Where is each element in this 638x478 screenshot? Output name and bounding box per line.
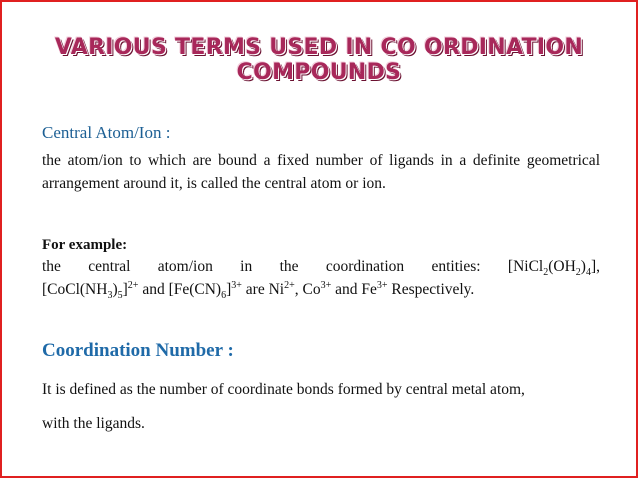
example-intro: the central atom/ion in the coordination entities: xyxy=(42,258,481,275)
example-respectively: Respectively. xyxy=(391,281,475,298)
example-and-2: and xyxy=(335,281,358,298)
coordination-number-heading: Coordination Number : xyxy=(42,340,234,361)
example-text xyxy=(42,255,600,301)
formula-cocl-nh3-5: $[CoCl(NH_3)_5]^{2+}$ xyxy=(42,279,139,302)
central-atom-definition: the atom/ion to which are bound a fixed number of ligands in a definite geometrical arrangement around it, is called the central atom or ion. xyxy=(42,152,600,192)
ion-co: $Co^{3+}$ xyxy=(302,279,332,298)
central-atom-heading: Central Atom/Ion : xyxy=(42,123,171,142)
slide-title-line-2: COMPOUNDS xyxy=(236,60,402,85)
formula-fe-cn-6: $[Fe(CN)_6]^{3+}$ xyxy=(168,279,242,302)
coordination-number-definition xyxy=(42,373,600,441)
ion-fe: $Fe^{3+}$ xyxy=(361,279,388,298)
example-line-1 xyxy=(42,255,600,278)
ion-ni: $Ni^{2+}$, xyxy=(268,279,299,298)
coordination-line-1: It is defined as the number of coordinate bonds formed by central metal atom, xyxy=(42,381,525,398)
example-label: For example: xyxy=(42,237,128,253)
coordination-line-2: with the ligands. xyxy=(42,415,145,432)
example-line-2 xyxy=(42,278,600,301)
example-and-1: and xyxy=(142,281,165,298)
slide-title-line-1: VARIOUS TERMS USED IN CO ORDINATION xyxy=(54,35,584,60)
example-are: are xyxy=(245,281,265,298)
formula-nicl2-oh2-4: $[NiCl_2(OH_2)_4]$, xyxy=(507,258,600,279)
